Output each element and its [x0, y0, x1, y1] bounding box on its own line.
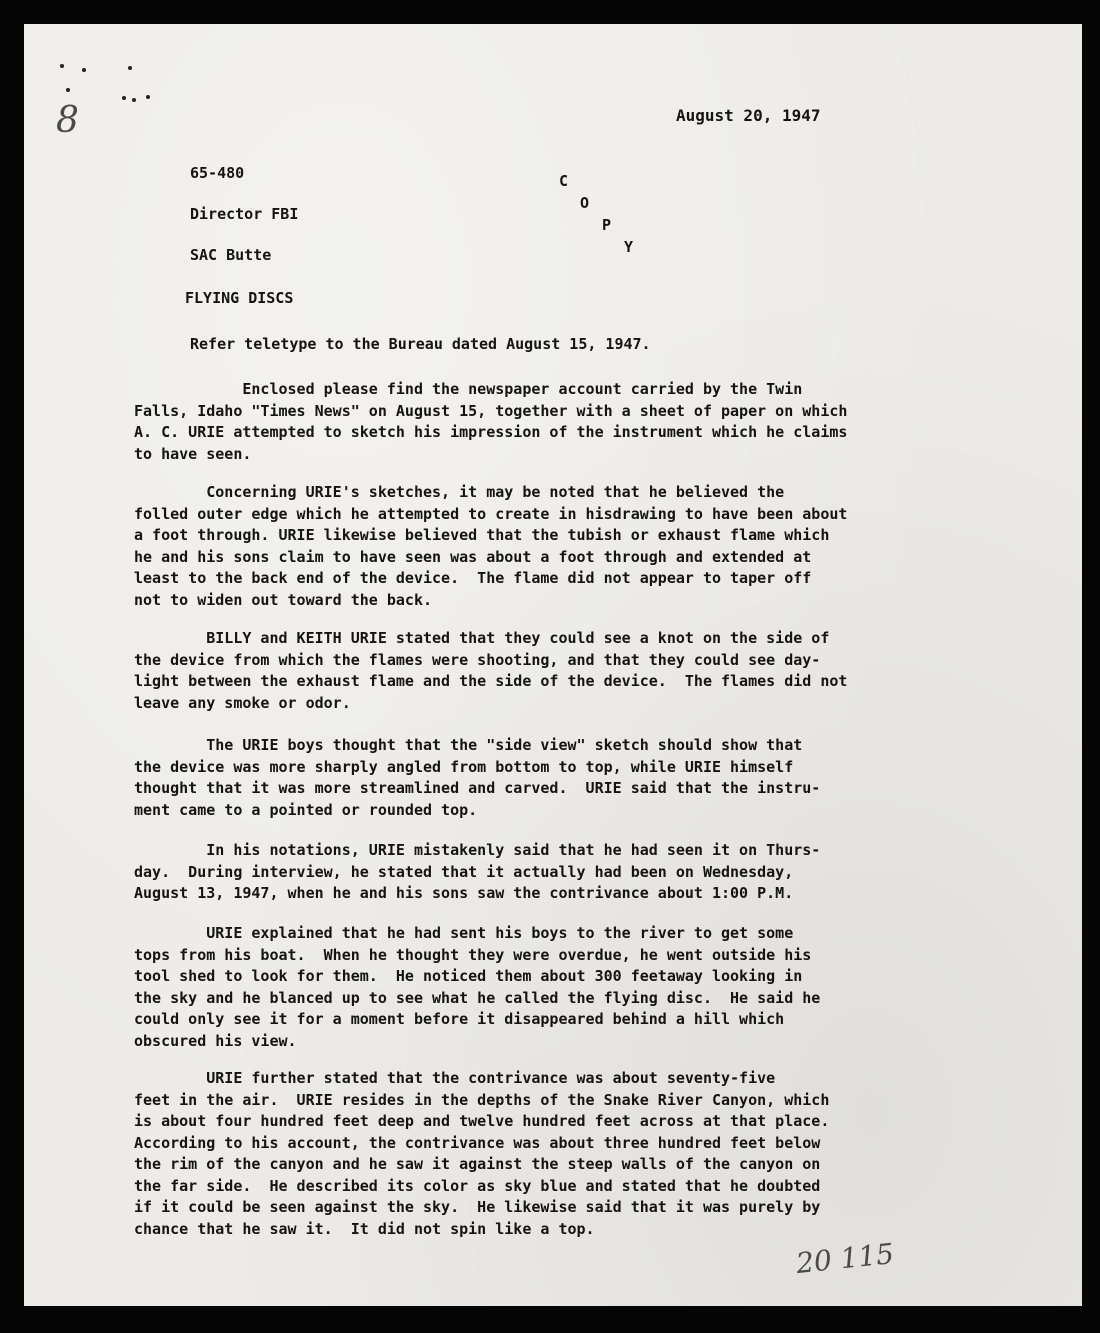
- copy-stamp-y: Y: [624, 238, 634, 256]
- addressee: Director FBI: [190, 205, 299, 223]
- sender: SAC Butte: [190, 246, 272, 264]
- copy-stamp-o: O: [580, 194, 590, 212]
- body-paragraph: URIE further stated that the contrivance was about seventy-five feet in the air. URIE resides in the depths of the Snake River Canyon, which is about four hundred feet deep and twelve hundred feet across at that place. According to his account, the contrivance was about three hundred feet below the rim of the canyon and he saw it against the steep walls of the canyon on the far side. He described its color as sky blue and stated that he doubted if it could be seen against the sky. He likewise said that it was purely by chance that he saw it. It did not spin like a top.: [134, 1069, 830, 1238]
- margin-mark: 8: [56, 100, 79, 141]
- body-paragraph: Enclosed please find the newspaper account carried by the Twin Falls, Idaho "Times News" on August 15, together with a sheet of paper on which A. C. URIE attempted to sketch his impression of the instrument which he claims to have seen.: [134, 380, 848, 463]
- serial-number-handwritten: 20 115: [794, 1236, 896, 1281]
- copy-stamp-p: P: [602, 216, 612, 234]
- document-page: [24, 24, 1082, 1306]
- memo-date: August 20, 1947: [676, 106, 821, 125]
- body-paragraph: URIE explained that he had sent his boys to the river to get some tops from his boat. When he thought they were overdue, he went outside his tool shed to look for them. He noticed them about 300 feetaway looking in the sky and he blanced up to see what he called the flying disc. He said he could only see it for a moment before it disappeared behind a hill which obscured his view.: [134, 924, 821, 1050]
- body-paragraph: Concerning URIE's sketches, it may be noted that he believed the folled outer edge which he attempted to create in hisdrawing to have been about a foot through. URIE likewise believed that the tubish or exhaust flame which he and his sons claim to have seen was about a foot through and extended at least to the back end of the device. The flame did not appear to taper off not to widen out toward the back.: [134, 483, 848, 609]
- body-paragraph: In his notations, URIE mistakenly said that he had seen it on Thurs- day. During interview, he stated that it actually had been on Wednesday, August 13, 1947, when he and his sons saw the contrivance about 1:00 P.M.: [134, 841, 821, 902]
- subject-line: FLYING DISCS: [185, 289, 294, 307]
- copy-stamp-c: C: [559, 172, 569, 190]
- body-paragraph: The URIE boys thought that the "side view" sketch should show that the device was more sharply angled from bottom to top, while URIE himself thought that it was more streamlined and carved. URIE said that the instru- ment came to a pointed or rounded top.: [134, 736, 821, 819]
- reference-line: Refer teletype to the Bureau dated August 15, 1947.: [190, 335, 651, 353]
- file-number: 65-480: [190, 164, 245, 182]
- body-paragraph: BILLY and KEITH URIE stated that they could see a knot on the side of the device from which the flames were shooting, and that they could see day- light between the exhaust flame and the side of the device. The flames did not leave any smoke or odor.: [134, 629, 848, 712]
